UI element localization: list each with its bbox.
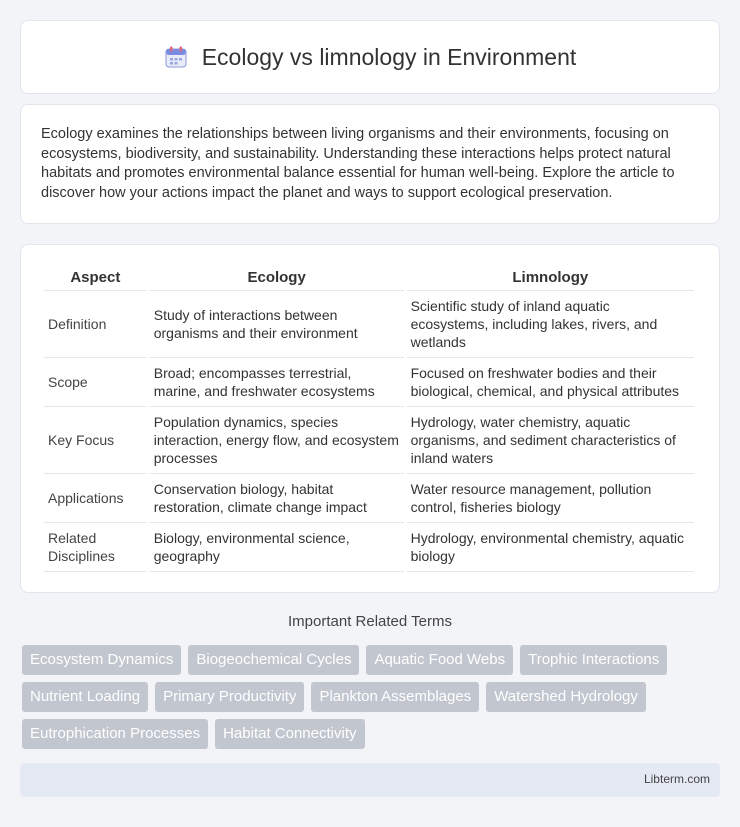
table-cell: Conservation biology, habitat restoration, climate change impact	[150, 474, 404, 523]
related-term-tag[interactable]: Aquatic Food Webs	[366, 645, 513, 675]
related-term-tag[interactable]: Primary Productivity	[155, 682, 304, 712]
related-term-tag[interactable]: Nutrient Loading	[22, 682, 148, 712]
table-cell: Water resource management, pollution control, fisheries biology	[407, 474, 694, 523]
intro-card	[20, 104, 720, 224]
related-term-tag[interactable]: Habitat Connectivity	[215, 719, 364, 749]
table-cell: Biology, environmental science, geography	[150, 523, 404, 572]
table-cell: Definition	[44, 291, 147, 358]
related-term-tag[interactable]: Biogeochemical Cycles	[188, 645, 359, 675]
comparison-table	[41, 265, 697, 572]
title-card	[20, 20, 720, 94]
table-cell: Hydrology, water chemistry, aquatic organisms, and sediment characteristics of inland waters	[407, 407, 694, 474]
header-ecology: Ecology	[150, 265, 404, 291]
intro-text: Ecology examines the relationships between living organisms and their environments, focusing on ecosystems, biodiversity, and sustainability. Understanding these interactions helps protect natural habitats and promotes environmental balance essential for human well-being. Explore the article to discover how your actions impact the planet and ways to support ecological preservation.	[41, 126, 675, 201]
table-cell: Broad; encompasses terrestrial, marine, and freshwater ecosystems	[150, 358, 404, 407]
table-cell: Scope	[44, 358, 147, 407]
related-term-tag[interactable]: Ecosystem Dynamics	[22, 645, 181, 675]
table-header-row	[44, 265, 694, 291]
table-row	[44, 407, 694, 474]
table-cell: Hydrology, environmental chemistry, aquatic biology	[407, 523, 694, 572]
related-term-tag[interactable]: Plankton Assemblages	[311, 682, 479, 712]
page-title: Ecology vs limnology in Environment	[201, 43, 577, 70]
related-term-tag[interactable]: Watershed Hydrology	[486, 682, 646, 712]
table-row	[44, 474, 694, 523]
header-limnology: Limnology	[407, 265, 694, 291]
table-row	[44, 523, 694, 572]
calendar-icon	[164, 45, 188, 69]
table-cell: Study of interactions between organisms and their environment	[150, 291, 404, 358]
footer-brand-link[interactable]: Libterm.com	[643, 772, 710, 786]
table-row	[44, 291, 694, 358]
table-cell: Applications	[44, 474, 147, 523]
table-cell: Scientific study of inland aquatic ecosystems, including lakes, rivers, and wetlands	[407, 291, 694, 358]
related-term-tag[interactable]: Trophic Interactions	[520, 645, 667, 675]
header-aspect: Aspect	[44, 265, 147, 291]
table-cell: Key Focus	[44, 407, 147, 474]
related-term-tag[interactable]: Eutrophication Processes	[22, 719, 208, 749]
footer-bar	[20, 763, 720, 797]
comparison-table-card	[20, 244, 720, 593]
table-cell: Related Disciplines	[44, 523, 147, 572]
table-row	[44, 358, 694, 407]
table-cell: Focused on freshwater bodies and their biological, chemical, and physical attributes	[407, 358, 694, 407]
related-terms-list	[22, 645, 722, 756]
related-terms-title: Important Related Terms	[288, 613, 452, 630]
table-cell: Population dynamics, species interaction, energy flow, and ecosystem processes	[150, 407, 404, 474]
